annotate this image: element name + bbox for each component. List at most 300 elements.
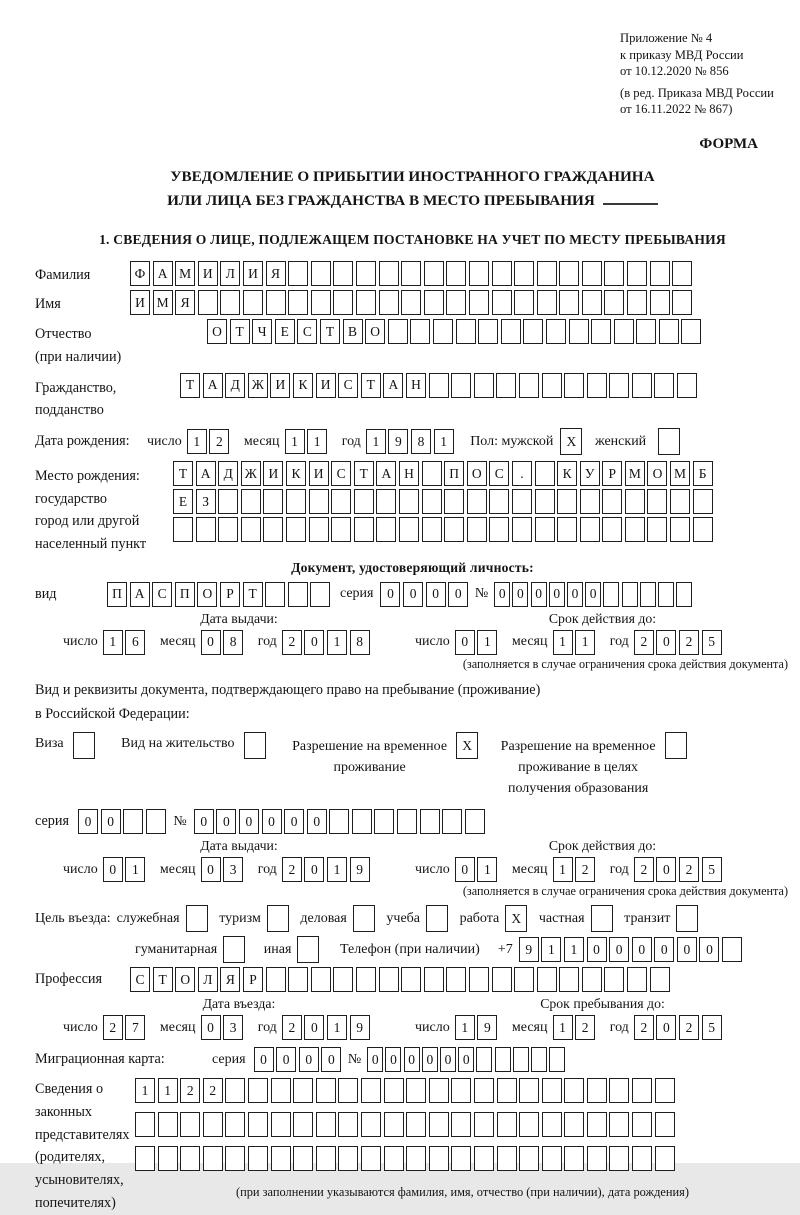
char-box[interactable]: Я [220,967,240,992]
char-box[interactable] [376,489,396,514]
char-box[interactable] [356,967,376,992]
char-box[interactable] [406,1078,426,1103]
char-box[interactable] [492,261,512,286]
char-box[interactable]: 6 [125,630,145,655]
char-box[interactable] [424,967,444,992]
char-box[interactable]: . [512,461,532,486]
char-box[interactable]: 9 [388,429,408,454]
char-box[interactable] [587,1146,607,1171]
char-box[interactable] [519,1112,539,1137]
char-box[interactable] [263,517,283,542]
char-box[interactable] [374,809,394,834]
char-box[interactable]: 1 [327,1015,347,1040]
char-box[interactable]: 0 [101,809,121,834]
char-box[interactable] [587,373,607,398]
char-box[interactable]: 2 [679,630,699,655]
char-box[interactable] [469,261,489,286]
char-box[interactable] [444,517,464,542]
char-box[interactable]: 2 [282,630,302,655]
char-box[interactable] [288,261,308,286]
char-box[interactable] [293,1078,313,1103]
visa-checkbox[interactable] [73,732,95,759]
temp-residence-checkbox[interactable]: X [456,732,478,759]
char-box[interactable] [627,290,647,315]
char-box[interactable]: 0 [78,809,98,834]
char-box[interactable]: Н [406,373,426,398]
char-box[interactable] [672,290,692,315]
char-box[interactable] [451,1078,471,1103]
char-box[interactable]: 8 [350,630,370,655]
char-box[interactable] [123,809,143,834]
char-box[interactable]: 0 [455,630,475,655]
char-box[interactable]: 0 [201,857,221,882]
char-box[interactable]: 2 [634,1015,654,1040]
char-box[interactable] [158,1146,178,1171]
char-box[interactable] [356,290,376,315]
char-box[interactable] [564,1146,584,1171]
char-box[interactable]: 0 [632,937,652,962]
char-box[interactable]: 1 [327,857,347,882]
char-box[interactable]: 1 [158,1078,178,1103]
char-box[interactable] [670,489,690,514]
char-box[interactable] [542,1112,562,1137]
char-box[interactable] [531,1047,547,1072]
char-box[interactable] [401,967,421,992]
char-box[interactable] [135,1112,155,1137]
char-box[interactable] [580,489,600,514]
char-box[interactable] [609,1146,629,1171]
char-box[interactable] [420,809,440,834]
char-box[interactable] [451,373,471,398]
char-box[interactable] [310,582,330,607]
purpose-o1-checkbox[interactable] [186,905,208,932]
char-box[interactable] [542,1078,562,1103]
char-box[interactable]: 0 [304,630,324,655]
char-box[interactable] [519,1146,539,1171]
char-box[interactable] [333,290,353,315]
char-box[interactable] [286,517,306,542]
char-box[interactable] [564,1078,584,1103]
char-box[interactable] [288,290,308,315]
char-box[interactable] [632,1146,652,1171]
char-box[interactable] [241,517,261,542]
char-box[interactable]: З [196,489,216,514]
char-box[interactable]: 0 [512,582,528,607]
char-box[interactable]: Р [602,461,622,486]
char-box[interactable] [379,290,399,315]
char-box[interactable] [557,489,577,514]
char-box[interactable]: 2 [180,1078,200,1103]
char-box[interactable] [609,373,629,398]
char-box[interactable] [316,1078,336,1103]
char-box[interactable]: 2 [679,857,699,882]
char-box[interactable]: 5 [702,630,722,655]
char-box[interactable]: П [107,582,127,607]
char-box[interactable] [293,1146,313,1171]
char-box[interactable]: 8 [223,630,243,655]
char-box[interactable] [356,261,376,286]
char-box[interactable] [564,373,584,398]
char-box[interactable] [388,319,408,344]
char-box[interactable] [587,1112,607,1137]
char-box[interactable]: 9 [519,937,539,962]
char-box[interactable]: 5 [702,1015,722,1040]
char-box[interactable]: Ж [248,373,268,398]
char-box[interactable] [659,319,679,344]
char-box[interactable] [478,319,498,344]
char-box[interactable] [469,290,489,315]
char-box[interactable] [384,1112,404,1137]
char-box[interactable]: 1 [187,429,207,454]
char-box[interactable]: М [625,461,645,486]
char-box[interactable]: 1 [564,937,584,962]
char-box[interactable] [293,1112,313,1137]
char-box[interactable]: 0 [201,630,221,655]
char-box[interactable]: И [270,373,290,398]
char-box[interactable] [636,319,656,344]
char-box[interactable] [569,319,589,344]
char-box[interactable]: О [197,582,217,607]
char-box[interactable] [519,373,539,398]
char-box[interactable]: 1 [307,429,327,454]
char-box[interactable]: С [152,582,172,607]
char-box[interactable] [654,373,674,398]
char-box[interactable] [429,1146,449,1171]
char-box[interactable] [384,1078,404,1103]
char-box[interactable]: М [175,261,195,286]
char-box[interactable]: Т [320,319,340,344]
char-box[interactable]: Т [354,461,374,486]
char-box[interactable]: 1 [434,429,454,454]
char-box[interactable] [311,967,331,992]
char-box[interactable] [422,517,442,542]
char-box[interactable] [647,489,667,514]
char-box[interactable] [338,1146,358,1171]
char-box[interactable]: К [557,461,577,486]
char-box[interactable] [681,319,701,344]
char-box[interactable] [225,1112,245,1137]
char-box[interactable]: 0 [276,1047,296,1072]
purpose-o5-checkbox[interactable]: X [505,905,527,932]
char-box[interactable]: 0 [262,809,282,834]
char-box[interactable]: 0 [656,1015,676,1040]
char-box[interactable] [146,809,166,834]
char-box[interactable] [354,489,374,514]
char-box[interactable] [333,967,353,992]
char-box[interactable] [266,967,286,992]
char-box[interactable] [559,261,579,286]
char-box[interactable] [286,489,306,514]
char-box[interactable] [422,489,442,514]
char-box[interactable] [399,517,419,542]
char-box[interactable] [288,582,308,607]
char-box[interactable]: Т [180,373,200,398]
char-box[interactable] [316,1112,336,1137]
char-box[interactable]: 0 [299,1047,319,1072]
char-box[interactable] [582,261,602,286]
char-box[interactable] [265,582,285,607]
char-box[interactable]: П [175,582,195,607]
char-box[interactable] [582,290,602,315]
char-box[interactable] [512,517,532,542]
char-box[interactable] [677,373,697,398]
char-box[interactable]: 0 [458,1047,474,1072]
char-box[interactable] [451,1146,471,1171]
char-box[interactable] [537,261,557,286]
char-box[interactable]: 1 [553,1015,573,1040]
char-box[interactable]: А [196,461,216,486]
char-box[interactable] [271,1146,291,1171]
char-box[interactable]: Т [230,319,250,344]
char-box[interactable] [535,489,555,514]
char-box[interactable] [444,489,464,514]
char-box[interactable] [429,1112,449,1137]
char-box[interactable]: 0 [585,582,601,607]
char-box[interactable] [331,517,351,542]
char-box[interactable] [650,290,670,315]
char-box[interactable] [410,319,430,344]
char-box[interactable] [647,517,667,542]
char-box[interactable] [429,1078,449,1103]
char-box[interactable]: 0 [403,582,423,607]
char-box[interactable] [604,967,624,992]
char-box[interactable] [263,489,283,514]
char-box[interactable]: И [263,461,283,486]
char-box[interactable]: 1 [327,630,347,655]
residence-permit-checkbox[interactable] [244,732,266,759]
char-box[interactable] [361,1146,381,1171]
char-box[interactable] [474,1078,494,1103]
char-box[interactable]: Л [220,261,240,286]
char-box[interactable] [722,937,742,962]
char-box[interactable] [476,1047,492,1072]
char-box[interactable]: 0 [380,582,400,607]
char-box[interactable]: 0 [367,1047,383,1072]
char-box[interactable] [309,517,329,542]
purpose-o7-checkbox[interactable] [676,905,698,932]
char-box[interactable] [537,290,557,315]
char-box[interactable] [288,967,308,992]
char-box[interactable] [655,1146,675,1171]
char-box[interactable] [559,290,579,315]
char-box[interactable]: К [293,373,313,398]
char-box[interactable]: 9 [350,1015,370,1040]
char-box[interactable] [406,1112,426,1137]
char-box[interactable] [535,461,555,486]
char-box[interactable]: 0 [549,582,565,607]
char-box[interactable] [135,1146,155,1171]
char-box[interactable] [496,373,516,398]
char-box[interactable] [591,319,611,344]
char-box[interactable]: 0 [194,809,214,834]
char-box[interactable]: А [383,373,403,398]
char-box[interactable]: 2 [575,1015,595,1040]
char-box[interactable] [676,582,692,607]
char-box[interactable] [650,261,670,286]
char-box[interactable]: И [198,261,218,286]
char-box[interactable] [670,517,690,542]
char-box[interactable]: 0 [677,937,697,962]
char-box[interactable]: 0 [455,857,475,882]
char-box[interactable]: 0 [304,857,324,882]
char-box[interactable]: Т [153,967,173,992]
char-box[interactable]: А [153,261,173,286]
char-box[interactable]: Т [361,373,381,398]
purpose-o2-checkbox[interactable] [267,905,289,932]
char-box[interactable]: Ф [130,261,150,286]
char-box[interactable]: Л [198,967,218,992]
char-box[interactable] [632,1112,652,1137]
char-box[interactable]: 0 [304,1015,324,1040]
char-box[interactable] [655,1078,675,1103]
char-box[interactable] [693,489,713,514]
char-box[interactable]: М [153,290,173,315]
char-box[interactable]: Я [175,290,195,315]
char-box[interactable] [559,967,579,992]
char-box[interactable] [220,290,240,315]
char-box[interactable]: 0 [656,857,676,882]
char-box[interactable] [218,489,238,514]
char-box[interactable] [580,517,600,542]
char-box[interactable] [632,1078,652,1103]
char-box[interactable] [361,1112,381,1137]
char-box[interactable]: Я [266,261,286,286]
char-box[interactable] [514,290,534,315]
char-box[interactable] [446,290,466,315]
char-box[interactable]: К [286,461,306,486]
char-box[interactable]: Е [275,319,295,344]
char-box[interactable]: 1 [541,937,561,962]
char-box[interactable] [497,1078,517,1103]
char-box[interactable]: Д [225,373,245,398]
char-box[interactable] [564,1112,584,1137]
char-box[interactable] [497,1112,517,1137]
char-box[interactable] [542,373,562,398]
char-box[interactable] [401,290,421,315]
char-box[interactable] [650,967,670,992]
char-box[interactable] [501,319,521,344]
char-box[interactable]: 0 [422,1047,438,1072]
char-box[interactable]: 0 [440,1047,456,1072]
char-box[interactable] [672,261,692,286]
char-box[interactable]: 1 [125,857,145,882]
char-box[interactable]: 1 [477,857,497,882]
char-box[interactable] [519,1078,539,1103]
char-box[interactable] [474,1112,494,1137]
char-box[interactable] [465,809,485,834]
char-box[interactable]: Е [173,489,193,514]
char-box[interactable] [352,809,372,834]
char-box[interactable]: О [175,967,195,992]
char-box[interactable] [602,489,622,514]
char-box[interactable]: Ч [252,319,272,344]
char-box[interactable] [467,489,487,514]
char-box[interactable]: 2 [282,1015,302,1040]
char-box[interactable] [198,290,218,315]
char-box[interactable] [469,967,489,992]
char-box[interactable] [609,1078,629,1103]
char-box[interactable]: 0 [654,937,674,962]
char-box[interactable]: 1 [553,630,573,655]
char-box[interactable] [537,967,557,992]
char-box[interactable]: 0 [567,582,583,607]
char-box[interactable] [632,373,652,398]
char-box[interactable] [424,261,444,286]
char-box[interactable] [333,261,353,286]
char-box[interactable]: 9 [477,1015,497,1040]
char-box[interactable] [542,1146,562,1171]
char-box[interactable] [173,517,193,542]
char-box[interactable] [158,1112,178,1137]
char-box[interactable] [602,517,622,542]
char-box[interactable]: 1 [285,429,305,454]
char-box[interactable] [399,489,419,514]
char-box[interactable] [379,967,399,992]
char-box[interactable] [433,319,453,344]
char-box[interactable] [625,489,645,514]
char-box[interactable] [495,1047,511,1072]
char-box[interactable] [456,319,476,344]
char-box[interactable] [376,517,396,542]
char-box[interactable] [627,967,647,992]
purpose-o3-checkbox[interactable] [353,905,375,932]
char-box[interactable]: 3 [223,1015,243,1040]
char-box[interactable]: 2 [209,429,229,454]
char-box[interactable] [218,517,238,542]
char-box[interactable]: А [130,582,150,607]
char-box[interactable]: 2 [103,1015,123,1040]
char-box[interactable]: 0 [587,937,607,962]
char-box[interactable]: Р [220,582,240,607]
char-box[interactable] [309,489,329,514]
char-box[interactable]: 2 [282,857,302,882]
char-box[interactable] [203,1146,223,1171]
char-box[interactable] [266,290,286,315]
char-box[interactable] [361,1078,381,1103]
char-box[interactable] [338,1112,358,1137]
char-box[interactable]: 0 [426,582,446,607]
char-box[interactable] [523,319,543,344]
char-box[interactable]: 0 [307,809,327,834]
char-box[interactable]: 0 [448,582,468,607]
char-box[interactable]: С [489,461,509,486]
char-box[interactable]: И [243,261,263,286]
char-box[interactable] [338,1078,358,1103]
char-box[interactable] [429,373,449,398]
char-box[interactable] [271,1112,291,1137]
gender-male-checkbox[interactable]: X [560,428,582,455]
char-box[interactable]: Р [243,967,263,992]
char-box[interactable]: 2 [634,630,654,655]
temp-residence-edu-checkbox[interactable] [665,732,687,759]
char-box[interactable]: 1 [575,630,595,655]
char-box[interactable] [604,290,624,315]
char-box[interactable]: С [338,373,358,398]
char-box[interactable] [311,290,331,315]
char-box[interactable] [535,517,555,542]
char-box[interactable]: 0 [531,582,547,607]
char-box[interactable] [474,1146,494,1171]
char-box[interactable] [180,1146,200,1171]
char-box[interactable] [329,809,349,834]
char-box[interactable]: 2 [575,857,595,882]
char-box[interactable]: 8 [411,429,431,454]
char-box[interactable]: 2 [203,1078,223,1103]
char-box[interactable]: Н [399,461,419,486]
char-box[interactable] [248,1112,268,1137]
char-box[interactable]: 2 [634,857,654,882]
char-box[interactable]: М [670,461,690,486]
